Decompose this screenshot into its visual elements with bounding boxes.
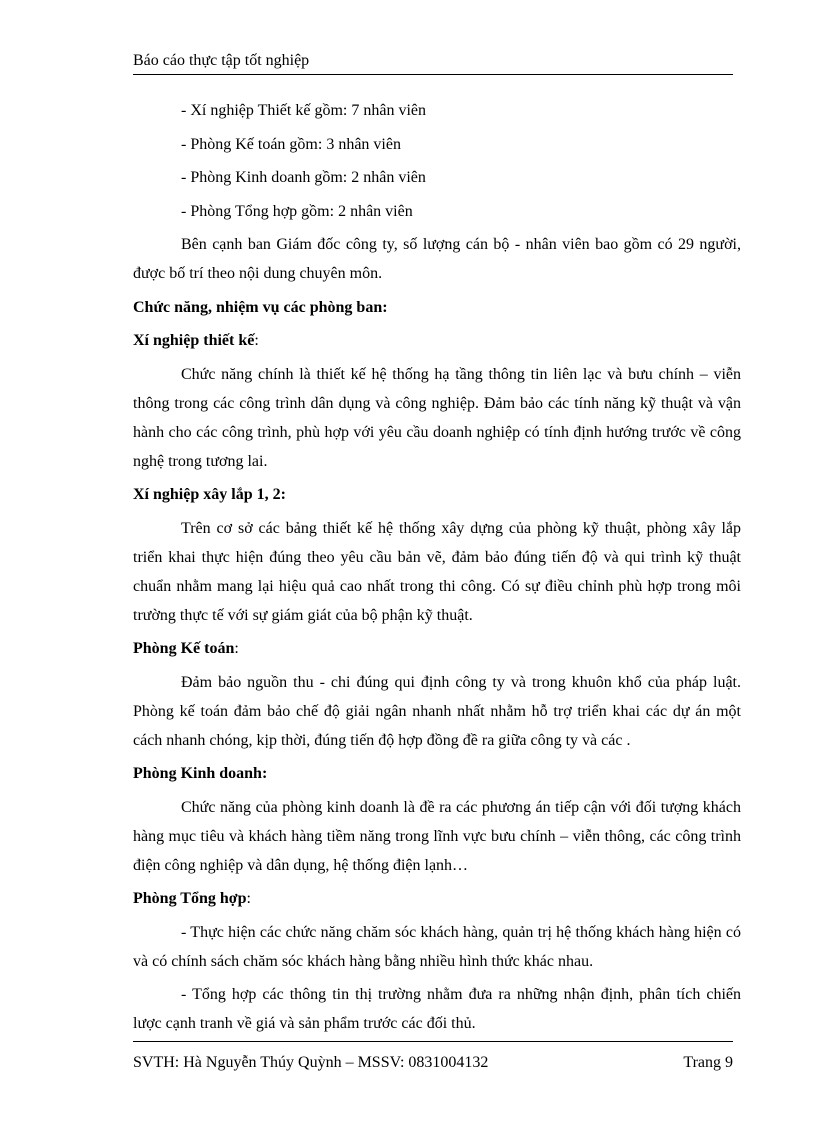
staff-item: - Phòng Kinh doanh gồm: 2 nhân viên	[181, 169, 426, 186]
business-paragraph: Chức năng của phòng kinh doanh là đề ra các phương án tiếp cận với đối tượng khách hàng mục tiêu và khách hàng tiềm năng trong lĩnh vực bưu chính – viễn thông, các công trình điện công nghiệp và dân dụng, hệ thống điện lạnh…	[133, 798, 741, 874]
general-heading	[133, 884, 741, 913]
business-heading: Phòng Kinh doanh:	[133, 765, 268, 782]
student-info: SVTH: Hà Nguyễn Thúy Quỳnh – MSSV: 0831004132	[133, 1054, 489, 1071]
design-heading-suffix: :	[254, 332, 259, 349]
design-heading	[133, 326, 741, 355]
footer-divider	[133, 1041, 733, 1042]
staff-item: - Phòng Kế toán gồm: 3 nhân viên	[181, 135, 401, 153]
construction-paragraph: Trên cơ sở các bảng thiết kế hệ thống xây dựng của phòng kỹ thuật, phòng xây lắp triển khai thực hiện đúng theo yêu cầu bản vẽ, đảm bảo đúng tiến độ và qui trình kỹ thuật chuẩn nhằm mang lại hiệu quả cao nhất trong thi công. Có sự điều chỉnh phù hợp trong môi trường thực tế với sự giám giát của bộ phận kỹ thuật.	[133, 519, 741, 624]
page-footer	[133, 1052, 733, 1074]
intro-paragraph: Bên cạnh ban Giám đốc công ty, số lượng cán bộ - nhân viên bao gồm có 29 người, được bố trí theo nội dung chuyên môn.	[133, 236, 741, 282]
report-title: Báo cáo thực tập tốt nghiệp	[133, 52, 310, 69]
page-header	[133, 48, 733, 75]
staff-item: - Xí nghiệp Thiết kế gồm: 7 nhân viên	[181, 102, 426, 119]
general-item: - Tổng hợp các thông tin thị trường nhằm đưa ra những nhận định, phân tích chiến lược cạnh tranh về giá và sản phẩm trước các đối thủ.	[133, 986, 741, 1032]
general-item: - Thực hiện các chức năng chăm sóc khách hàng, quản trị hệ thống khách hàng hiện có và có chính sách chăm sóc khách hàng bằng nhiều hình thức khác nhau.	[133, 923, 741, 970]
design-paragraph: Chức năng chính là thiết kế hệ thống hạ tầng thông tin liên lạc và bưu chính – viễn thông trong các công trình dân dụng và công nghiệp. Đảm bảo các tính năng kỹ thuật và vận hành cho các công trình, phù hợp với yêu cầu doanh nghiệp có tính định hướng trước về công nghệ trong tương lai.	[133, 365, 741, 470]
page-number: Trang 9	[683, 1054, 733, 1071]
general-heading-suffix: :	[246, 890, 251, 907]
accounting-heading	[133, 634, 741, 663]
construction-heading: Xí nghiệp xây lắp 1, 2:	[133, 486, 286, 503]
accounting-heading-text: Phòng Kế toán	[133, 640, 235, 657]
accounting-heading-suffix: :	[234, 640, 239, 657]
general-heading-text: Phòng Tổng hợp	[133, 890, 247, 907]
document-body	[133, 96, 741, 1043]
accounting-paragraph: Đảm bảo nguồn thu - chi đúng qui định công ty và trong khuôn khổ của pháp luật. Phòng kế toán đảm bảo chế độ giải ngân nhanh nhất nhằm hỗ trợ triển khai các dự án một cách nhanh chóng, kịp thời, đúng tiến độ hợp đồng đề ra giữa công ty và các .	[133, 673, 741, 749]
staff-item: - Phòng Tổng hợp gồm: 2 nhân viên	[181, 202, 413, 220]
section-title: Chức năng, nhiệm vụ các phòng ban:	[133, 298, 388, 316]
design-heading-text: Xí nghiệp thiết kế	[133, 332, 255, 349]
